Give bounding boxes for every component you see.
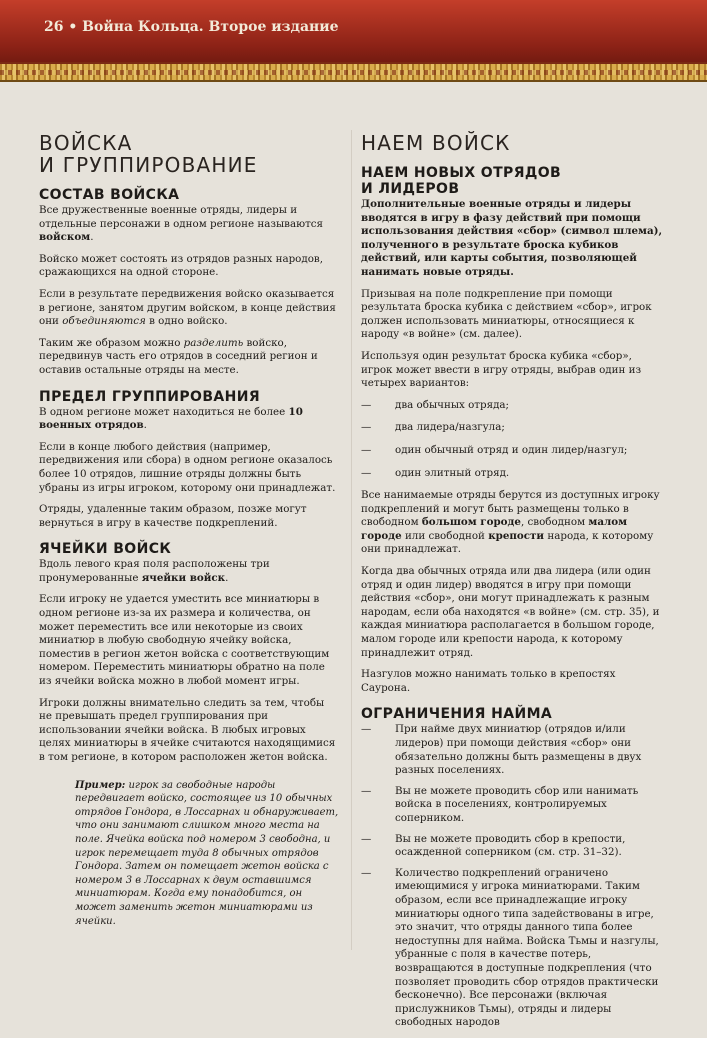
- example-text: игрок за свободные народы передвигает войско, состоящее из 10 обычных отрядов Гондора, в Лоссарнах и обнаруживает, что они занимают слишком много места на поле. Ячейка войска под номером 3 свободна, и игрок перемещает туда 8 обычных отрядов Гондора. Затем он помещает жетон войска с номером 3 в Лоссарнах к двум оставшимся миниатюрам. Когда ему понадобится, он может заменить жетон миниатюрами из ячейки.: [75, 779, 339, 927]
- paragraph-intro: Дополнительные военные отряды и лидеры вводятся в игру в фазу действий при помощи использования действия «сбор» (символ шлема), полученного в результате броска кубиков действий, или карты события, позволяющей нанимать новые отряды.: [361, 198, 663, 278]
- paragraph: Вдоль левого края поля расположены три пронумерованные ячейки войск.: [39, 558, 270, 584]
- paragraph: Когда два обычных отряда или два лидера (или один отряд и один лидер) вводятся в игру при помощи действия «сбор», они могут принадлежать к разным народам, если оба находятся «в войне» (см. стр. 35), и каждая миниатюра располагается в большом городе, малом городе или крепости народа, к которому принадлежит отряд.: [361, 565, 660, 659]
- paragraph: Используя один результат броска кубика «сбор», игрок может ввести в игру отряды, выбрав один из четырех вариантов:: [361, 349, 642, 390]
- ornamental-border: [0, 62, 707, 82]
- paragraph: Игроки должны внимательно следить за тем, чтобы не превышать предел группирования при использовании ячейки войска. В любых игровых целях миниатюры в ячейке считаются находящимися в том регионе, в котором расположен жетон войска.: [39, 696, 336, 763]
- paragraph: Назгулов можно нанимать только в крепостях Саурона.: [361, 668, 616, 694]
- list-item: — При найме двух миниатюр (отрядов и/или лидеров) при помощи действия «сбор» они обязательно должны быть размещены в двух разных поселениях.: [361, 723, 664, 777]
- list-item: — два лидера/назгула;: [361, 421, 664, 435]
- list-item: — один обычный отряд и один лидер/назгул;: [361, 444, 664, 458]
- list-item: — два обычных отряда;: [361, 399, 664, 413]
- list-item: — Количество подкреплений ограничено имеющимися у игрока миниатюрами. Таким образом, если все принадлежащие игроку миниатюры одного типа задействованы в игре, это значит, что отряды данного типа более недоступны для найма. Войска Тьмы и назгулы, убранные с поля в качестве потерь, возвращаются в доступные подкрепления (что позволяет проводить сбор отрядов практически бесконечно). Все персонажи (включая прислужников Тьмы), отряды и лидеры свободных народов: [361, 867, 664, 1030]
- list-item: — Вы не можете проводить сбор или нанимать войска в поселениях, контролируемых соперником.: [361, 785, 664, 826]
- running-header-title: 26 • Война Кольца. Второе издание: [44, 19, 339, 35]
- column-divider: [351, 130, 352, 950]
- heading-recruitment-limits: ОГРАНИЧЕНИЯ НАЙМА: [361, 706, 553, 723]
- list-item: — один элитный отряд.: [361, 467, 664, 481]
- paragraph: В одном регионе может находиться не более 10 военных отрядов.: [39, 405, 303, 432]
- example-label: Пример:: [75, 779, 126, 791]
- paragraph: Если игроку не удается уместить все миниатюры в одном регионе из-за их размера и количества, он может переместить все или некоторые из своих миниатюр в любую свободную ячейку войска, поместив в регион жетон войска с соответствующим номером. Переместить миниатюры обратно на поле из ячейки войска можно в любой момент игры.: [39, 593, 330, 688]
- paragraph: Войско может состоять из отрядов разных народов, сражающихся на одной стороне.: [39, 252, 323, 279]
- paragraph: Все дружественные военные отряды, лидеры и отдельные персонажи в одном регионе называются войском.: [39, 204, 324, 244]
- page-header: [0, 0, 707, 66]
- paragraph: Призывая на поле подкрепление при помощи результата броска кубика с действием «сбор», игрок должен использовать миниатюры, относящиеся к народу «в войне» (см. далее).: [361, 287, 652, 341]
- left-column: [39, 118, 339, 928]
- section-title-recruitment: НАЕМ ВОЙСК: [361, 131, 511, 155]
- heading-army-composition: СОСТАВ ВОЙСКА: [39, 187, 180, 203]
- example-box: [75, 779, 339, 929]
- paragraph: Отряды, удаленные таким образом, позже могут вернуться в игру в качестве подкреплений.: [39, 503, 307, 529]
- section-title-armies: ВОЙСКА И ГРУППИРОВАНИЕ: [39, 131, 258, 177]
- recruit-options-list: [361, 399, 664, 480]
- paragraph: Если в конце любого действия (например, передвижения или сбора) в одном регионе оказалось более 10 отрядов, лишние отряды должны быть убраны из игры игроком, которому они принадлежат.: [39, 440, 336, 494]
- heading-army-cells: ЯЧЕЙКИ ВОЙСК: [39, 541, 172, 558]
- paragraph: Все нанимаемые отряды берутся из доступных игроку подкреплений и могут быть размещены только в свободном большом городе, свободном малом городе или свободной крепости народа, к которому они принадлежат.: [361, 489, 660, 556]
- paragraph: Если в результате передвижения войско оказывается в регионе, занятом другим войском, в конце действия они объединяются в одно войско.: [39, 287, 336, 328]
- paragraph: Таким же образом можно разделить войско, передвинув часть его отрядов в соседний регион и оставив остальные отряды на месте.: [39, 336, 318, 376]
- limits-list: [361, 723, 664, 1029]
- list-item: — Вы не можете проводить сбор в крепости, осажденной соперником (см. стр. 31–32).: [361, 833, 664, 860]
- right-column: [361, 118, 664, 1038]
- heading-recruit-units: НАЕМ НОВЫХ ОТРЯДОВ И ЛИДЕРОВ: [361, 165, 562, 197]
- heading-stacking-limit: ПРЕДЕЛ ГРУППИРОВАНИЯ: [39, 388, 261, 405]
